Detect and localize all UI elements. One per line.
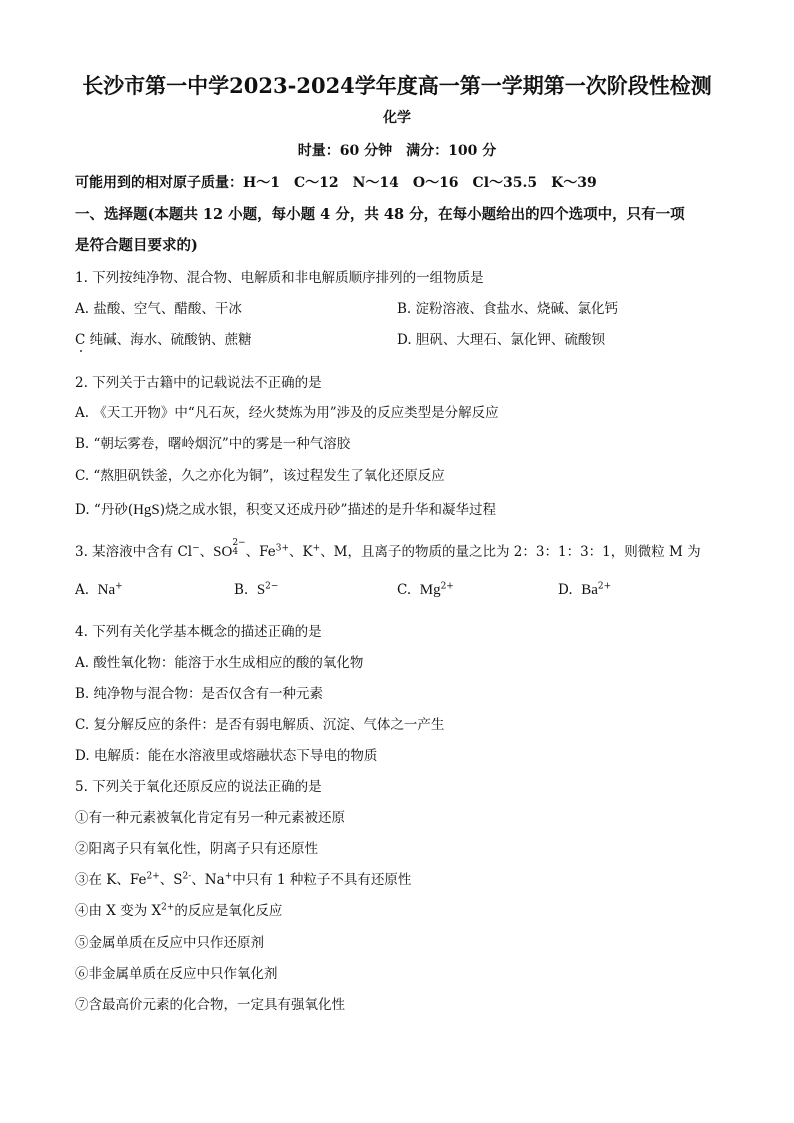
iron-ii-charge: 2+ <box>146 871 160 882</box>
sodium-ion: Na <box>97 582 116 598</box>
option-label: A. <box>75 582 90 598</box>
question-2-option-d-prefix: D. “丹砂( <box>75 502 134 518</box>
question-2-option-a: A. 《天工开物》中“凡石灰，经火焚炼为用”涉及的反应类型是分解反应 <box>75 405 499 421</box>
question-5-statement-5: ⑤金属单质在反应中只作还原剂 <box>75 935 264 951</box>
question-5-stem: 5. 下列关于氧化还原反应的说法正确的是 <box>75 779 322 795</box>
section-heading-line2: 是符合题目要求的) <box>75 237 198 254</box>
question-1-option-d: D. 胆矾、大理石、氯化钾、硫酸钡 <box>397 332 605 348</box>
time-and-score-info: 时量：60 分钟 满分：100 分 <box>297 143 497 159</box>
sodium-charge: + <box>224 871 233 882</box>
barium-ion: Ba <box>581 582 598 598</box>
question-3-stem <box>75 537 701 561</box>
question-5-statement-6: ⑥非金属单质在反应中只作氧化剂 <box>75 966 278 982</box>
question-1-option-c: C 纯碱、海水、硫酸钠、蔗糖 <box>75 332 252 348</box>
question-2-option-c: C. “熬胆矾铁釜，久之亦化为铜”，该过程发生了氧化还原反应 <box>75 468 445 484</box>
question-4-stem: 4. 下列有关化学基本概念的描述正确的是 <box>75 624 322 640</box>
question-3-stem-prefix: 3. 某溶液中含有 Cl <box>75 544 193 560</box>
question-3-sep2: 、Fe <box>245 544 276 560</box>
statement-3-mid2: 、Na <box>191 872 225 888</box>
question-1-option-b: B. 淀粉溶液、食盐水、烧碱、氯化钙 <box>397 301 619 317</box>
question-3-option-d <box>558 582 611 599</box>
sodium-charge: + <box>115 581 123 592</box>
question-5-statement-3 <box>75 868 411 888</box>
sulfate-subscript: 4 <box>232 546 239 557</box>
question-3-sep1: 、 <box>199 544 214 560</box>
question-3-option-c <box>397 582 454 599</box>
question-5-statement-2: ②阳离子只有氧化性，阴离子只有还原性 <box>75 841 318 857</box>
sulfide-charge: 2− <box>265 581 279 592</box>
question-3-stem-suffix: 、M，且离子的物质的量之比为 2：3：1：3：1，则微粒 M 为 <box>320 544 701 560</box>
question-2-option-b: B. “朝坛雾卷，曙岭烟沉”中的雾是一种气溶胶 <box>75 436 351 452</box>
statement-4-suffix: 的反应是氧化反应 <box>174 903 283 919</box>
statement-3-mid1: 、S <box>159 872 183 888</box>
x-ion-charge: 2+ <box>161 902 175 913</box>
magnesium-charge: 2+ <box>440 581 454 592</box>
subject-label: 化学 <box>383 110 411 126</box>
barium-charge: 2+ <box>597 581 612 592</box>
question-3-sep3: 、K <box>289 544 313 560</box>
question-1-stem: 1. 下列按纯净物、混合物、电解质和非电解质顺序排列的一组物质是 <box>75 270 484 286</box>
sulfide-charge: 2- <box>182 871 192 882</box>
sulfate-symbol: SO <box>213 544 233 560</box>
option-label: D. <box>558 582 573 598</box>
option-label: B. <box>234 582 249 598</box>
potassium-charge: + <box>312 543 321 554</box>
question-4-option-d: D. 电解质：能在水溶液里或熔融状态下导电的物质 <box>75 748 378 764</box>
option-label: C. <box>397 582 412 598</box>
sulfate-charge: 2− <box>232 537 246 548</box>
sulfide-ion: S <box>256 582 266 598</box>
section-heading-line1: 一、选择题(本题共 12 小题，每小题 4 分，共 48 分，在每小题给出的四个选项中，只有一项 <box>75 206 685 223</box>
question-3-option-a <box>75 582 123 599</box>
statement-3-suffix: 中只有 1 种粒子不具有还原性 <box>232 872 412 888</box>
statement-3-prefix: ③在 K、Fe <box>75 872 147 888</box>
question-3-option-b <box>234 582 278 599</box>
question-5-statement-1: ①有一种元素被氧化肯定有另一种元素被还原 <box>75 810 345 826</box>
stray-dot <box>80 350 82 352</box>
question-4-option-b: B. 纯净物与混合物：是否仅含有一种元素 <box>75 686 324 702</box>
atomic-masses: 可能用到的相对原子质量：H～1 C～12 N～14 O～16 Cl～35.5 K～39 <box>75 175 597 191</box>
statement-4-prefix: ④由 X 变为 X <box>75 903 162 919</box>
question-1-option-a: A. 盐酸、空气、醋酸、干冰 <box>75 301 242 317</box>
question-4-option-a: A. 酸性氧化物：能溶于水生成相应的酸的氧化物 <box>75 655 364 671</box>
question-2-option-d <box>75 498 496 519</box>
question-5-statement-4 <box>75 899 282 919</box>
question-5-statement-7: ⑦含最高价元素的化合物，一定具有强氧化性 <box>75 997 345 1013</box>
exam-title: 长沙市第一中学2023-2024学年度高一第一学期第一次阶段性检测 <box>82 73 712 98</box>
iron-charge: 3+ <box>275 543 290 554</box>
question-2-option-d-suffix: )烧之成水银，积变又还成丹砂”描述的是升华和凝华过程 <box>159 502 496 518</box>
magnesium-ion: Mg <box>419 582 441 598</box>
question-2-stem: 2. 下列关于古籍中的记载说法不正确的是 <box>75 375 322 391</box>
hgs-formula: HgS <box>133 502 160 518</box>
question-4-option-c: C. 复分解反应的条件：是否有弱电解质、沉淀、气体之一产生 <box>75 717 445 733</box>
sulfate-indices <box>232 539 245 557</box>
chloride-charge: − <box>192 543 200 554</box>
